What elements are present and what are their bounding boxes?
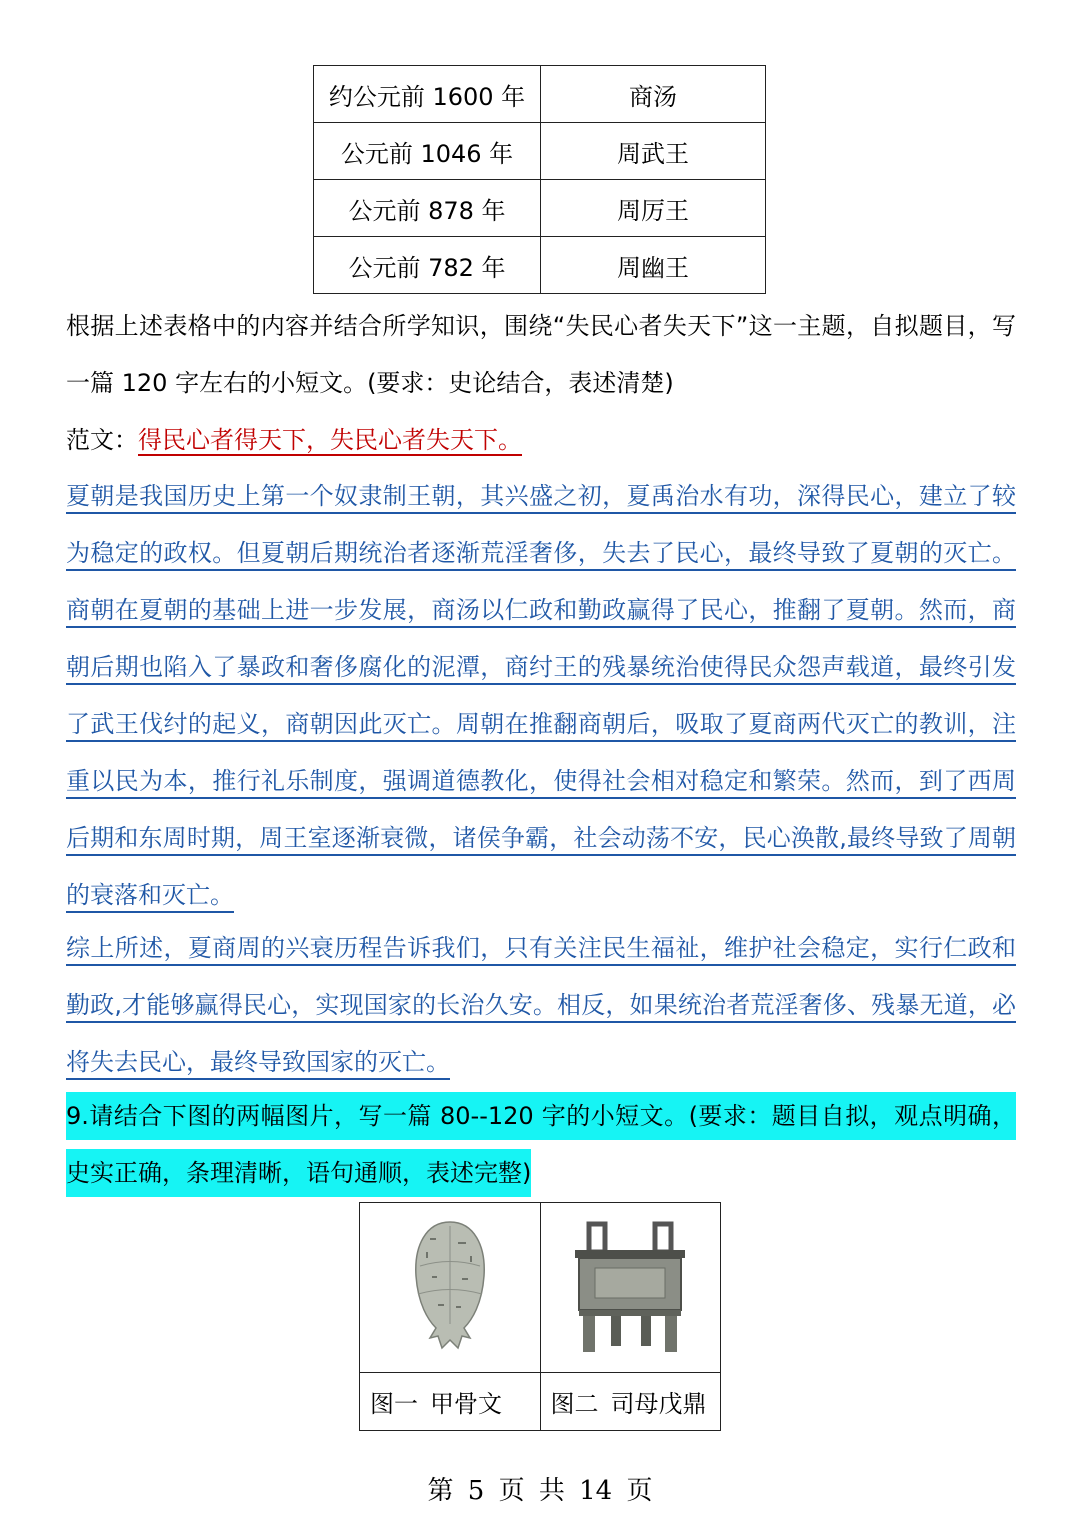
bronze-ding-image <box>540 1203 721 1373</box>
question-prompt: 根据上述表格中的内容并结合所学知识，围绕“失民心者失天下”这一主题，自拟题目，写一篇 120 字左右的小短文。(要求：史论结合，表述清楚) <box>66 312 1016 397</box>
essay-conclusion-text: 综上所述，夏商周的兴衰历程告诉我们，只有关注民生福祉，维护社会稳定，实行仁政和勤政,才能够赢得民心，实现国家的长治久安。相反，如果统治者荒淫奢侈、残暴无道，必将失去民心，最终导致国家的灭亡。 <box>66 934 1016 1076</box>
figure-caption-2 <box>540 1373 721 1431</box>
table-row <box>314 66 766 123</box>
model-essay-body <box>66 468 1016 924</box>
table-row <box>314 180 766 237</box>
model-essay-title: 得民心者得天下，失民心者失天下。 <box>138 426 522 454</box>
bronze-ding-icon <box>565 1216 695 1356</box>
table-cell-date: 公元前 1046 年 <box>314 123 541 180</box>
essay-body-text: 夏朝是我国历史上第一个奴隶制王朝，其兴盛之初，夏禹治水有功，深得民心，建立了较为稳定的政权。但夏朝后期统治者逐渐荒淫奢侈，失去了民心，最终导致了夏朝的灭亡。商朝在夏朝的基础上进一步发展，商汤以仁政和勤政赢得了民心，推翻了夏朝。然而，商朝后期也陷入了暴政和奢侈腐化的泥潭，商纣王的残暴统治使得民众怨声载道，最终引发了武王伐纣的起义，商朝因此灭亡。周朝在推翻商朝后，吸取了夏商两代灭亡的教训，注重以民为本，推行礼乐制度，强调道德教化，使得社会相对稳定和繁荣。然而，到了西周后期和东周时期，周王室逐渐衰微，诸侯争霸，社会动荡不安，民心涣散,最终导致了周朝的衰落和灭亡。 <box>66 482 1016 909</box>
figure-number: 图一 <box>370 1390 418 1418</box>
question-9 <box>66 1088 1016 1202</box>
table-cell-ruler: 商汤 <box>541 66 766 123</box>
figure-caption: 甲骨文 <box>430 1390 502 1418</box>
table-cell-ruler: 周幽王 <box>541 237 766 294</box>
page-footer: 第 5 页 共 14 页 <box>427 1476 653 1506</box>
model-essay-label: 范文： <box>66 426 138 454</box>
figure-number: 图二 <box>550 1390 599 1418</box>
question-9-text: 9.请结合下图的两幅图片，写一篇 80--120 字的小短文。(要求：题目自拟，观点明确，史实正确，条理清晰，语句通顺，表述完整) <box>66 1092 1016 1197</box>
figure-caption-1 <box>360 1373 541 1431</box>
table-cell-ruler: 周武王 <box>541 123 766 180</box>
figure-table <box>359 1202 721 1431</box>
timeline-table <box>313 65 766 294</box>
table-cell-date: 公元前 878 年 <box>314 180 541 237</box>
table-row <box>314 123 766 180</box>
model-essay-heading <box>66 412 1016 468</box>
table-row <box>314 237 766 294</box>
table-cell-ruler: 周厉王 <box>541 180 766 237</box>
oracle-bone-icon <box>410 1216 490 1356</box>
table-cell-date: 约公元前 1600 年 <box>314 66 541 123</box>
table-cell-date: 公元前 782 年 <box>314 237 541 294</box>
figure-caption: 司母戊鼎 <box>610 1390 707 1418</box>
model-essay-conclusion <box>66 920 1016 1091</box>
oracle-bone-image <box>360 1203 541 1373</box>
